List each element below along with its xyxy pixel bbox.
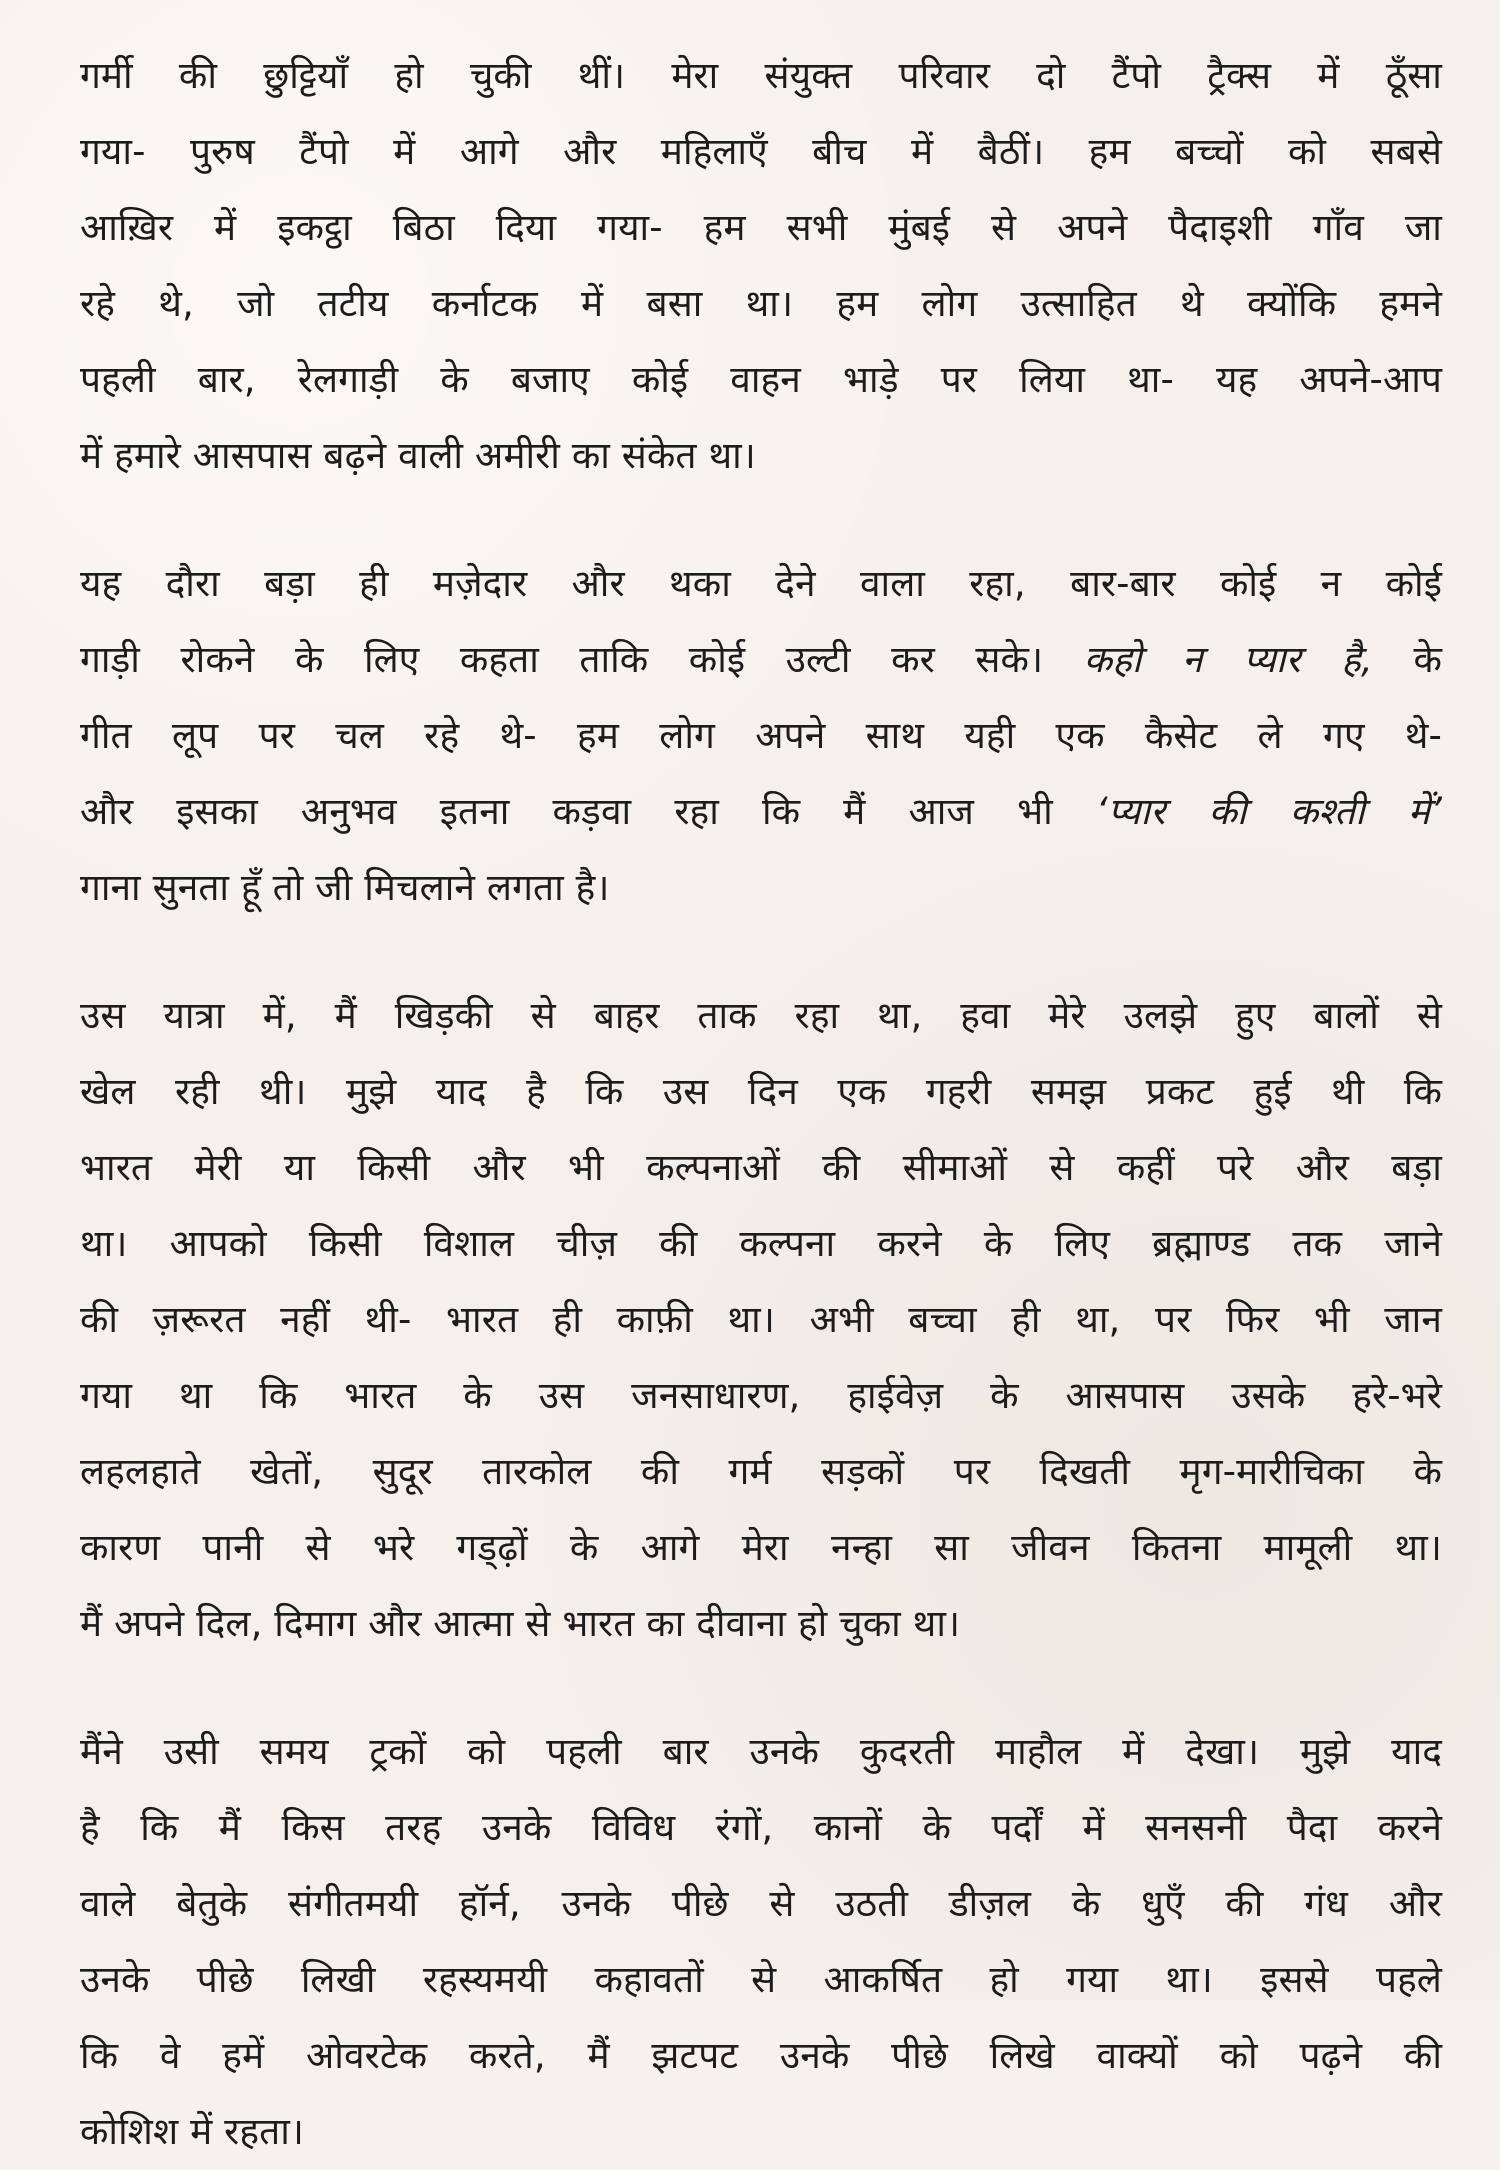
paragraph-1: [80, 38, 1442, 494]
text-line: में हमारे आसपास बढ़ने वाली अमीरी का संकेत था।: [80, 434, 756, 477]
text-line: वाले बेतुके संगीतमयी हॉर्न, उनके पीछे से उठती डीज़ल के धुएँ की गंध और: [80, 1882, 1442, 1925]
text-line-with-italic: [80, 774, 1442, 850]
text-line: गीत लूप पर चल रहे थे- हम लोग अपने साथ यही एक कैसेट ले गए थे-: [80, 714, 1442, 757]
text-line: है कि मैं किस तरह उनके विविध रंगों, कानों के पर्दों में सनसनी पैदा करने: [80, 1806, 1442, 1849]
text-line: उस यात्रा में, मैं खिड़की से बाहर ताक रहा था, हवा मेरे उलझे हुए बालों से: [80, 994, 1442, 1037]
text-line: मैं अपने दिल, दिमाग और आत्मा से भारत का दीवाना हो चुका था।: [80, 1602, 961, 1645]
text-segment: के: [1413, 638, 1442, 681]
text-line: लहलहाते खेतों, सुदूर तारकोल की गर्म सड़कों पर दिखती मृग-मारीचिका के: [80, 1450, 1442, 1493]
text-line: रहे थे, जो तटीय कर्नाटक में बसा था। हम लोग उत्साहित थे क्योंकि हमने: [80, 282, 1442, 325]
text-line: कि वे हमें ओवरटेक करते, मैं झटपट उनके पीछे लिखे वाक्यों को पढ़ने की: [80, 2034, 1442, 2077]
film-title: कहो न प्यार है,: [1083, 638, 1373, 681]
text-line: गया था कि भारत के उस जनसाधारण, हाईवेज़ के आसपास उसके हरे-भरे: [80, 1374, 1442, 1417]
text-line: आख़िर में इकट्ठा बिठा दिया गया- हम सभी मुंबई से अपने पैदाइशी गाँव जा: [80, 206, 1442, 249]
text-line: यह दौरा बड़ा ही मज़ेदार और थका देने वाला रहा, बार-बार कोई न कोई: [80, 562, 1442, 605]
text-line: कारण पानी से भरे गड्ढ़ों के आगे मेरा नन्हा सा जीवन कितना मामूली था।: [80, 1526, 1442, 1569]
text-line: कोशिश में रहता।: [80, 2110, 305, 2153]
text-line: गया- पुरुष टैंपो में आगे और महिलाएँ बीच में बैठीं। हम बच्चों को सबसे: [80, 130, 1442, 173]
text-segment: गाड़ी रोकने के लिए कहता ताकि कोई उल्टी कर सके।: [80, 638, 1044, 681]
paragraph-4: [80, 1714, 1442, 2170]
song-title: ‘प्यार की कश्ती में’: [1095, 790, 1442, 833]
text-line: था। आपको किसी विशाल चीज़ की कल्पना करने के लिए ब्रह्माण्ड तक जाने: [80, 1222, 1442, 1265]
text-line: की ज़रूरत नहीं थी- भारत ही काफ़ी था। अभी बच्चा ही था, पर फिर भी जान: [80, 1298, 1442, 1341]
text-line: मैंने उसी समय ट्रकों को पहली बार उनके कुदरती माहौल में देखा। मुझे याद: [80, 1730, 1442, 1773]
paragraph-2: [80, 546, 1442, 926]
text-line: उनके पीछे लिखी रहस्यमयी कहावतों से आकर्षित हो गया था। इससे पहले: [80, 1958, 1442, 2001]
text-line: खेल रही थी। मुझे याद है कि उस दिन एक गहरी समझ प्रकट हुई थी कि: [80, 1070, 1442, 1113]
text-line-with-italic: [80, 622, 1442, 698]
text-line: गर्मी की छुट्टियाँ हो चुकी थीं। मेरा संयुक्त परिवार दो टैंपो ट्रैक्स में ठूँसा: [80, 54, 1442, 97]
text-line: पहली बार, रेलगाड़ी के बजाए कोई वाहन भाड़े पर लिया था- यह अपने-आप: [80, 358, 1442, 401]
text-segment: और इसका अनुभव इतना कड़वा रहा कि मैं आज भी: [80, 790, 1053, 833]
paragraph-3: [80, 978, 1442, 1662]
text-line: भारत मेरी या किसी और भी कल्पनाओं की सीमाओं से कहीं परे और बड़ा: [80, 1146, 1442, 1189]
text-line: गाना सुनता हूँ तो जी मिचलाने लगता है।: [80, 866, 610, 909]
